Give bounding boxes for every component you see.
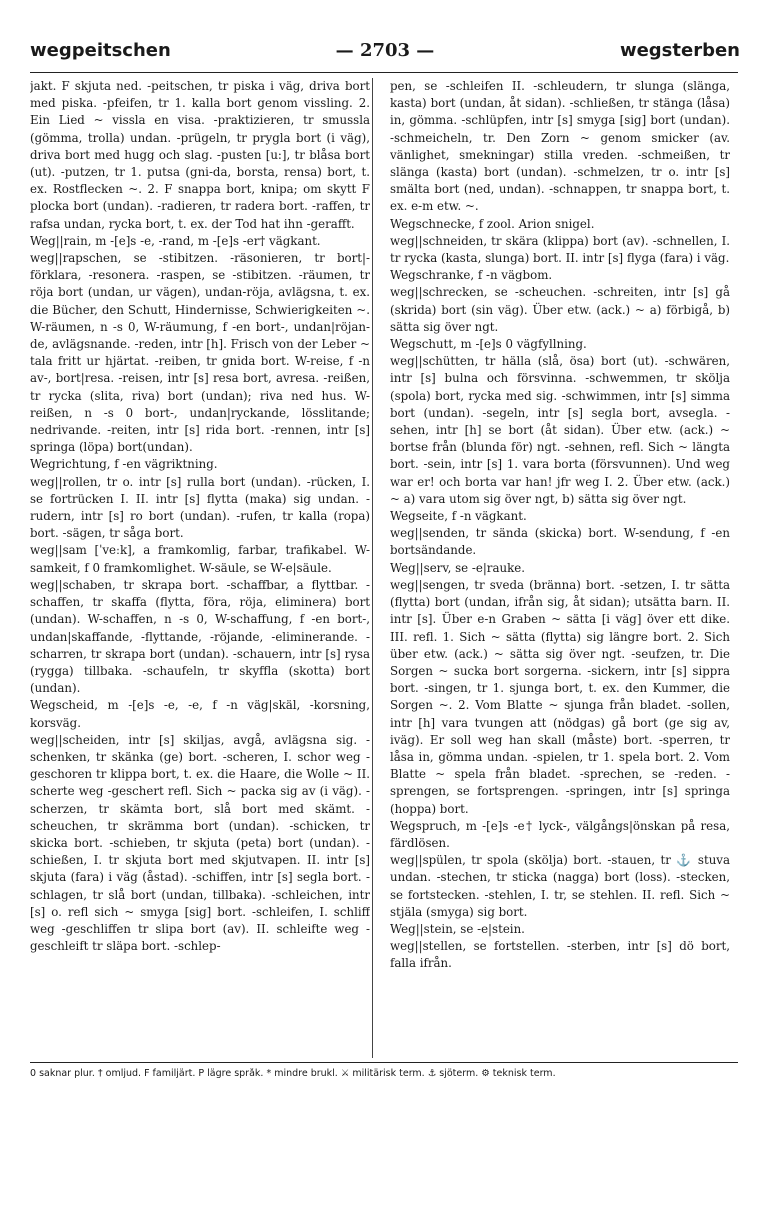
entry: pen, se -schleifen II. -schleudern, tr slunga (slänga, kasta) bort (undan, åt sidan). -schließen, tr stänga (låsa) in, gömma. -schlüpfen, intr [s] smyga [sig] bort (undan). -schmeicheln, tr. Den Zorn ~ genom smicker (av. vänlighet, smekningar) stilla vreden. -schmeißen, tr slänga (kasta) bort (undan). -schmelzen, tr o. intr [s] smälta bort (ned, undan). -schnappen, tr snappa bort, t. ex. e-m etw. ~. (390, 79, 730, 214)
entry: weg||stellen, se fortstellen. -sterben, intr [s] dö bort, falla ifrån. (390, 939, 730, 971)
entry: Wegspruch, m -[e]s -e† lyck-, välgångs|önskan på resa, färdlösen. (390, 818, 730, 850)
entry: weg||spülen, tr spola (skölja) bort. -stauen, tr ⚓ stuva undan. -stechen, tr sticka (nagga) bort (loss). -stecken, se fortstecken. -stehlen, I. tr, se stehlen. II. refl. Sich ~ stjäla (smyga) sig bort. (390, 853, 730, 919)
entry: Wegschutt, m -[e]s 0 vägfyllning. (390, 337, 587, 352)
entry: Wegseite, f -n vägkant. (390, 509, 527, 524)
column-divider (372, 78, 373, 1058)
entry: Weg||rain, m -[e]s -e, -rand, m -[e]s -er† vägkant. (30, 233, 321, 248)
header-first-word: wegpeitschen (30, 40, 171, 61)
entry: weg||rollen, tr o. intr [s] rulla bort (undan). -rücken, I. se fortrücken I. II. intr [s] flytta (maka) sig undan. -rudern, intr [s] ro bort (undan). -rufen, tr kalla (ropa) bort. -sägen, tr såga bort. (30, 474, 370, 541)
entry: weg||schrecken, se -scheuchen. -schreiten, intr [s] gå (skrida) bort (sin väg). Über etw. (ack.) ~ a) förbigå, b) sätta sig över ngt. (390, 285, 730, 334)
entry: weg||schneiden, tr skära (klippa) bort (av). -schnellen, I. tr rycka (kasta, slunga) bort. II. intr [s] flyga (fara) i väg. (390, 233, 730, 266)
entry: weg||schütten, tr hälla (slå, ösa) bort (ut). -schwären, intr [s] bulna och försvinna. -schwemmen, tr skölja (spola) bort, rycka med sig. -schwimmen, intr [s] simma bort (undan). -segeln, intr [s] segla bort, avsegla. -sehen, intr [h] se bort (åt sidan). Über etw. (ack.) ~ bortse från (blunda för) ngt. -sehnen, refl. Sich ~ längta bort. -sein, intr [s] 1. vara borta (försvunnen). Und weg war er! och borta var han! jfr weg I. 2. Über etw. (ack.) ~ a) vara utom sig över ngt, b) sätta sig över ngt. (390, 354, 730, 506)
page-header (30, 40, 740, 68)
left-column (30, 78, 370, 1058)
entry: Wegschnecke, f zool. Arion snigel. (390, 216, 595, 231)
abbreviation-legend: 0 saknar plur. † omljud. F familjärt. P lägre språk. * mindre brukl. ⚔ militärisk term. ⚓ sjöterm. ⚙ teknisk term. (30, 1068, 556, 1079)
entry: weg||schaben, tr skrapa bort. -schaffbar, a flyttbar. -schaffen, tr skaffa (flytta, föra, röja, eliminera) bort (undan). W-schaffen, n -s 0, W-schaffung, f -en bort-, undan|skaffande, -flyttande, -röjande, -eliminerande. -scharren, tr skrapa bort (undan). -schauern, intr [s] rysa (rygga) tillbaka. -schaufeln, tr skyffla (skotta) bort (undan). (30, 577, 370, 696)
header-last-word: wegsterben (619, 40, 740, 61)
entry: jakt. F skjuta ned. -peitschen, tr piska i väg, driva bort med piska. -pfeifen, tr 1. kalla bort genom vissling. 2. Ein Lied ~ vissla en visa. -praktizieren, tr smussla (gömma, trolla) undan. -prügeln, tr prygla bort (i väg), driva bort med hugg och slag. -pusten [u:], tr blåsa bort (ut). -putzen, tr 1. putsa (gni-da, borsta, rensa) bort, t. ex. Rostflecken ~. 2. F snappa bort, knipa; om skytt F plocka bort (undan). -radieren, tr radera bort. -raffen, tr rafsa undan, rycka bort, t. ex. der Tod hat ihn -gerafft. (30, 79, 370, 231)
entry: weg||rapschen, se -stibitzen. -räsonieren, tr bort|-förklara, -resonera. -raspen, se -stibitzen. -räumen, tr röja bort (undan, ur vägen), undan-röja, avlägsna, t. ex. die Bücher, den Schutt, Hindernisse, Schwierigkeiten ~. W-räumen, n -s 0, W-räumung, f -en bort-, undan|röjan-de, avlägsnande. -reden, intr [h]. Frisch von der Leber ~ tala fritt ur hjärtat. -reiben, tr gnida bort. W-reise, f -n av-, bort|resa. -reisen, intr [s] resa bort, avresa. -reißen, tr rycka (slita, riva) bort (undan); riva ned hus. W-reißen, n -s 0 bort-, undan|ryckande, lösslitande; nedrivande. -reiten, intr [s] rida bort. -rennen, intr [s] springa (löpa) bort(undan). (30, 251, 370, 455)
entry: weg||sam [ˈveːk], a framkomlig, farbar, trafikabel. W-samkeit, f 0 framkomlighet. W-säule, se W-e|säule. (30, 543, 370, 575)
entry: Weg||serv, se -e|rauke. (390, 560, 525, 575)
entry: Wegschranke, f -n vägbom. (390, 268, 553, 283)
entry: weg||senden, tr sända (skicka) bort. W-sendung, f -en bortsändande. (390, 526, 730, 558)
entry: weg||sengen, tr sveda (bränna) bort. -setzen, I. tr sätta (flytta) bort (undan, ifrån sig, åt sidan); utsätta barn. II. intr [s]. Über e-n Graben ~ sätta [i väg] över ett dike. III. refl. 1. Sich ~ sätta (flytta) sig längre bort. 2. Sich über etw. (ack.) ~ sätta sig över ngt. -seufzen, tr. Die Sorgen ~ sucka bort sorgerna. -sickern, intr [s] sippra bort. -singen, tr 1. sjunga bort, t. ex. den Kummer, die Sorgen ~. 2. Vom Blatte ~ sjunga från bladet. -sollen, intr [h] vara tvungen att (nödgas) gå bort (ge sig av, iväg). Er soll weg han skall (måste) bort. -sperren, tr låsa in, gömma undan. -spielen, tr 1. spela bort. 2. Vom Blatte ~ spela från bladet. -sprechen, se -reden. -sprengen, se fortsprengen. -springen, intr [s] springa (hoppa) bort. (390, 577, 730, 816)
header-rule (30, 72, 738, 73)
footer-rule (30, 1062, 738, 1063)
entry: Wegscheid, m -[e]s -e, -e, f -n väg|skäl, -korsning, korsväg. (30, 698, 370, 730)
right-column (390, 78, 730, 1058)
entry: weg||scheiden, intr [s] skiljas, avgå, avlägsna sig. -schenken, tr skänka (ge) bort. -scheren, I. schor weg -geschoren tr klippa bort, t. ex. die Haare, die Wolle ~ II. scherte weg -geschert refl. Sich ~ packa sig av (i väg). -scherzen, tr skämta bort, slå bort med skämt. -scheuchen, tr skrämma bort (undan). -schicken, tr skicka bort. -schieben, tr skjuta (peta) bort (undan). -schießen, I. tr skjuta bort med skjutvapen. II. intr [s] skjuta (fara) i väg (åstad). -schiffen, intr [s] segla bort. -schlagen, tr slå bort (undan, tillbaka). -schleichen, intr [s] o. refl sich ~ smyga [sig] bort. -schleifen, I. schliff weg -geschliffen tr slipa bort (av). II. schleifte weg -geschleift tr släpa bort. -schlep- (30, 732, 370, 954)
page-number: — 2703 — (335, 40, 435, 61)
entry: Weg||stein, se -e|stein. (390, 921, 525, 936)
entry: Wegrichtung, f -en vägriktning. (30, 457, 218, 472)
